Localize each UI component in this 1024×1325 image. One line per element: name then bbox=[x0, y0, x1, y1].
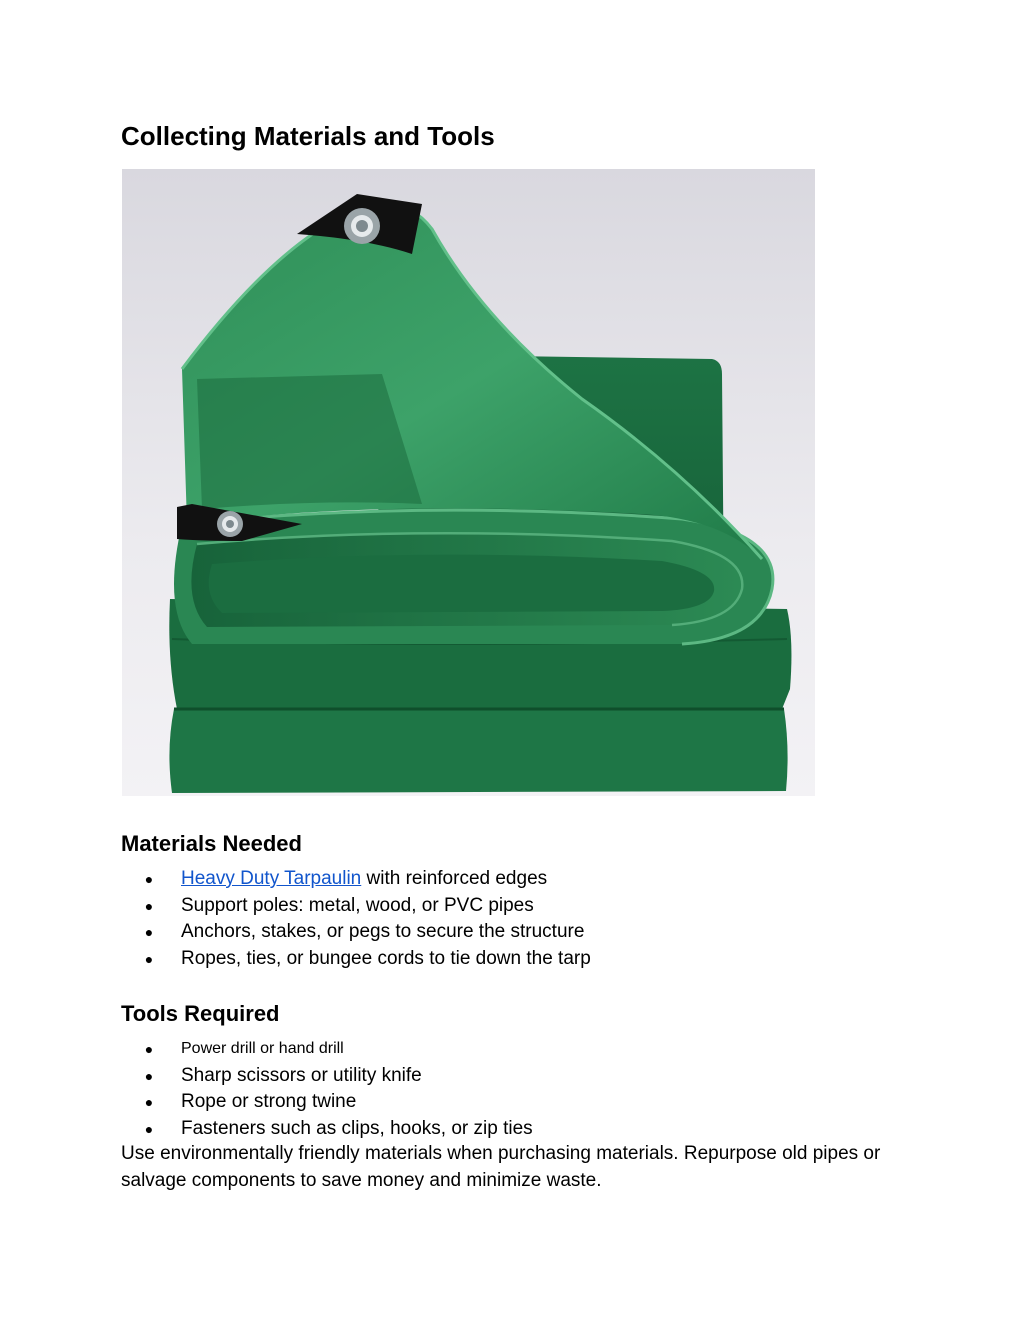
list-item-text: Support poles: metal, wood, or PVC pipes bbox=[181, 894, 534, 916]
list-item bbox=[121, 1063, 533, 1090]
list-item-text: Rope or strong twine bbox=[181, 1091, 357, 1112]
closing-paragraph: Use environmentally friendly materials when purchasing materials. Repurpose old pipes or salvage components to save money and minimize waste. bbox=[121, 1143, 881, 1191]
bullet-icon: ● bbox=[144, 950, 154, 967]
list-item bbox=[121, 1089, 533, 1116]
bullet-icon: ● bbox=[144, 1041, 154, 1057]
tools-list bbox=[121, 1036, 533, 1142]
tarpaulin-photo-icon bbox=[122, 169, 815, 796]
tools-heading: Tools Required bbox=[121, 1001, 280, 1026]
bullet-icon: ● bbox=[144, 1067, 154, 1084]
heavy-duty-tarpaulin-link[interactable]: Heavy Duty Tarpaulin bbox=[181, 868, 362, 889]
list-item-text: Sharp scissors or utility knife bbox=[181, 1064, 422, 1086]
materials-heading: Materials Needed bbox=[121, 831, 302, 856]
bullet-icon: ● bbox=[144, 1120, 154, 1137]
bullet-icon: ● bbox=[144, 924, 154, 940]
materials-list bbox=[121, 866, 591, 972]
list-item bbox=[121, 1036, 533, 1063]
tarpaulin-image bbox=[122, 169, 815, 796]
list-item-text: Power drill or hand drill bbox=[181, 1040, 344, 1057]
list-item-text: Ropes, ties, or bungee cords to tie down the tarp bbox=[181, 947, 591, 969]
list-item bbox=[121, 946, 591, 973]
bullet-icon: ● bbox=[144, 871, 154, 887]
list-item bbox=[121, 1116, 533, 1143]
list-item-text: with reinforced edges bbox=[361, 868, 548, 889]
list-item bbox=[121, 919, 591, 946]
list-item-text: Fasteners such as clips, hooks, or zip ties bbox=[181, 1117, 533, 1139]
list-item-text: Anchors, stakes, or pegs to secure the structure bbox=[181, 921, 585, 942]
list-item bbox=[121, 893, 591, 920]
bullet-icon: ● bbox=[144, 897, 154, 914]
page-title: Collecting Materials and Tools bbox=[121, 121, 495, 151]
bullet-icon: ● bbox=[144, 1094, 154, 1110]
list-item bbox=[121, 866, 591, 893]
